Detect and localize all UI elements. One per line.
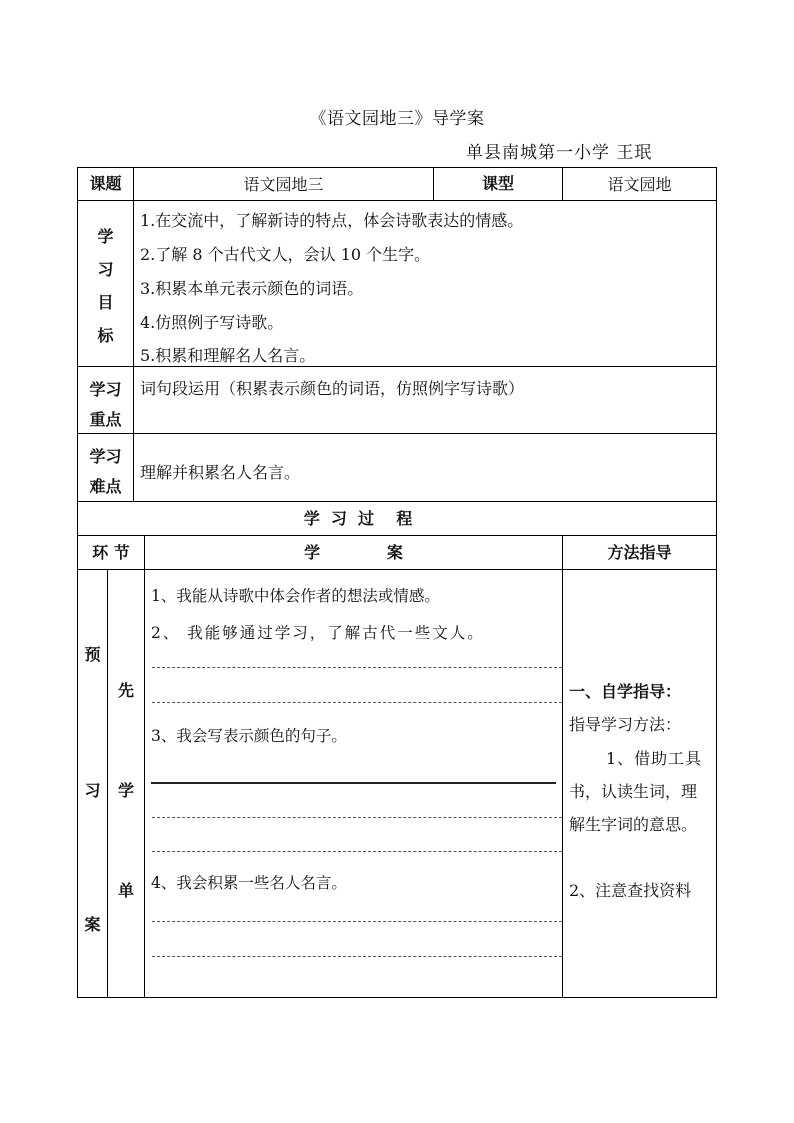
- lesson-plan-table: [77, 167, 717, 998]
- document-title: 《语文园地三》导学案: [309, 109, 485, 129]
- method-guide-step: 书，认读生词，理: [569, 782, 698, 801]
- type-value: 语文园地: [607, 175, 672, 194]
- column-divider: [144, 535, 145, 998]
- method-guide-step: 2、注意查找资料: [569, 881, 692, 900]
- objectives-label-char: 学: [97, 227, 114, 246]
- type-label: 课型: [481, 174, 514, 193]
- column-divider: [133, 168, 134, 501]
- objectives-label-char: 标: [97, 326, 114, 345]
- key-points-label: [78, 375, 133, 435]
- preview-outer-char: 习: [84, 781, 101, 800]
- writing-line: [152, 921, 562, 922]
- writing-line: [152, 817, 562, 818]
- objective-item: 4.仿照例子写诗歌。: [140, 313, 284, 332]
- writing-line: [152, 702, 562, 703]
- process-title: 学 习 过 程: [303, 509, 413, 528]
- column-divider: [562, 535, 563, 998]
- difficulties-label: [78, 442, 133, 502]
- row-divider: [78, 569, 716, 570]
- objective-item: 2.了解 8 个古代文人，会认 10 个生字。: [140, 245, 431, 264]
- objective-item: 3.积累本单元表示颜色的词语。: [140, 279, 364, 298]
- preview-item: 2、 我能够通过学习，了解古代一些文人。: [151, 624, 485, 642]
- preview-inner-char: 单: [117, 881, 134, 900]
- method-guide-sub: 指导学习方法：: [569, 715, 682, 734]
- row-divider: [78, 433, 716, 434]
- difficulties-label-line: 难点: [89, 477, 122, 496]
- preview-inner-char: 学: [117, 781, 134, 800]
- objectives-label-char: 目: [97, 293, 114, 312]
- objective-item: 1.在交流中，了解新诗的特点，体会诗歌表达的情感。: [140, 211, 524, 230]
- method-guide-step: 解生字词的意思。: [569, 815, 698, 834]
- preview-item: 1、我能从诗歌中体会作者的想法或情感。: [151, 587, 440, 605]
- objective-item: 5.积累和理解名人名言。: [140, 346, 316, 365]
- writing-line: [152, 667, 562, 668]
- row-divider: [78, 200, 716, 201]
- writing-line: [152, 956, 562, 957]
- preview-inner-char: 先: [117, 681, 134, 700]
- objectives-label: [78, 220, 133, 352]
- method-guide-heading: 一、自学指导：: [569, 682, 682, 701]
- row-divider: [78, 366, 716, 367]
- difficulties-content: 理解并积累名人名言。: [140, 463, 301, 482]
- objectives-label-char: 习: [97, 260, 114, 279]
- preview-outer-char: 案: [84, 915, 101, 934]
- section-header: 环 节: [92, 543, 130, 562]
- writing-line: [151, 782, 556, 784]
- difficulties-label-line: 学习: [89, 447, 122, 466]
- preview-item: 4、我会积累一些名人名言。: [151, 874, 347, 892]
- method-header: 方法指导: [607, 543, 672, 562]
- key-points-label-line: 学习: [89, 380, 122, 399]
- document-author: 单县南城第一小学 王珉: [466, 143, 653, 163]
- key-points-content: 词句段运用（积累表示颜色的词语，仿照例字写诗歌）: [140, 379, 525, 398]
- method-guide-step: 1、借助工具: [606, 749, 703, 768]
- preview-item: 3、我会写表示颜色的句子。: [151, 727, 347, 745]
- plan-header: 学 案: [304, 543, 403, 562]
- topic-value: 语文园地三: [243, 175, 324, 194]
- writing-line: [152, 851, 562, 852]
- preview-outer-char: 预: [84, 645, 101, 664]
- key-points-label-line: 重点: [89, 410, 122, 429]
- topic-label: 课题: [89, 174, 122, 193]
